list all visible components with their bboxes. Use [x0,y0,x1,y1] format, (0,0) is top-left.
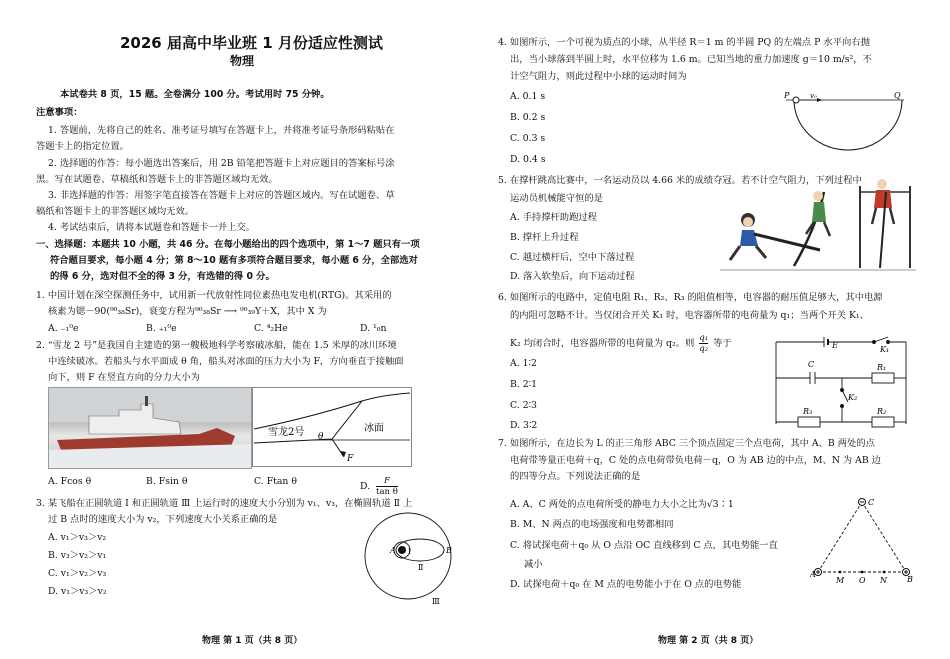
option-c: C. 0.3 s [510,133,546,144]
exam-subject: 物理 [230,54,255,68]
label-p: P [784,91,790,100]
exam-title: 2026 届高中毕业班 1 月份适应性测试 [120,34,383,52]
option-d: D. 试探电荷＋q₀ 在 M 点的电势能小于在 O 点的电势能 [510,579,742,590]
notice-line: 1. 答题前，先将自己的姓名、准考证号填写在答题卡上，并将准考证号条形码粘贴在 [48,125,395,136]
question-4-stem: 计空气阻力，则此过程中小球的运动时间为 [510,71,687,82]
circuit-label-r3: R₃ [803,407,813,416]
orbit-label-2: Ⅱ [418,563,424,572]
fraction [376,476,398,497]
question-4-stem: 4. 如图所示，一个可视为质点的小球，从半径 R＝1 m 的半圆 PQ 的左端点 P 水平向右抛 [498,37,870,48]
option-b: B. v₃＞v₂＞v₁ [48,550,107,561]
question-1-stem: 核素为锶－90(⁹⁰₃₈Sr)，衰变方程为⁹⁰₃₈Sr ⟶ ⁹⁰₃₉Y＋X，其中 X 为 [48,306,327,317]
label-q: Q [894,91,901,100]
option-c: C. Ftan θ [254,476,297,487]
option-d: D. v₁＞v₃＞v₂ [48,586,107,597]
label-b: B [907,575,913,584]
question-2-stem: 2. “雪龙 2 号”是我国自主建造的第一艘极地科学考察破冰船，能在 1.5 米厚的冰川环境 [36,340,397,351]
option-a: A. ₋₁⁰e [48,323,79,334]
option-d [360,476,398,497]
ratio-denominator: q₂ [699,344,709,354]
circuit-label-c: C [808,360,815,369]
option-a: A. 0.1 s [510,91,546,102]
option-d: D. ¹₀n [360,323,387,334]
semicircle-diagram [782,90,912,154]
page-footer-left: 物理 第 1 页（共 8 页） [202,636,303,646]
notice-title: 注意事项： [36,107,83,118]
option-d: D. 落入软垫后，向下运动过程 [510,271,635,282]
option-b: B. Fsin θ [146,476,188,487]
orbit-diagram [362,510,458,606]
option-c-continued: 减小 [524,559,543,570]
diagram-label-ship: 雪龙2号 [268,427,305,438]
circuit-label-k2: K₂ [848,393,858,402]
circuit-diagram [770,334,912,434]
diagram-label-theta: θ [318,432,324,442]
question-1-stem: 1. 中国计划在深空探测任务中，试用新一代放射性同位素热电发电机(RTG)。其采用的 [36,290,392,301]
question-6-stem: 的内阻可忽略不计。当仅闭合开关 K₁ 时，电容器所带的电荷量为 q₁；当两个开关 K₁、 [510,310,869,321]
option-c: C. 将试探电荷＋q₀ 从 O 点沿 OC 直线移到 C 点，其电势能一直 [510,540,778,551]
label-o: O [859,576,866,585]
option-c: C. ⁴₂He [254,323,288,334]
fraction-numerator: F [376,476,398,487]
orbit-label-a: A [390,546,396,555]
question-3-stem: 3. 某飞船在正圆轨道 Ⅰ 和正圆轨道 Ⅲ 上运行时的速度大小分别为 v₁、v₃，在椭圆轨道 Ⅱ 上 [36,498,413,509]
option-b: B. 0.2 s [510,112,546,123]
question-2-stem: 向下，则 F 在竖直方向的分力大小为 [48,372,200,383]
circuit-label-k1: K₁ [880,345,890,354]
notice-line: 3. 非选择题的作答：用签字笔直接答在答题卡上对应的答题区域内。写在试题卷、草 [48,190,395,201]
circuit-label-e: E [832,341,838,350]
question-7-stem: 7. 如图所示，在边长为 L 的正三角形 ABC 三个顶点固定三个点电荷，其中 A、B 两处的点 [498,438,875,449]
option-a: A. v₁＞v₃＞v₂ [48,532,107,543]
option-c: C. 越过横杆后，空中下落过程 [510,252,635,263]
option-d: D. 0.4 s [510,154,546,165]
question-7-stem: 的四等分点。下列说法正确的是 [510,471,641,482]
question-5-stem: 运动员机械能守恒的是 [510,193,603,204]
diagram-label-ice: 冰面 [364,423,384,434]
option-c: C. 2∶3 [510,400,537,411]
ratio-numerator: q₁ [699,333,709,343]
option-b: B. ₊₁⁰e [146,323,177,334]
option-b: B. M、N 两点的电场强度和电势都相同 [510,519,674,530]
notice-line: 4. 考试结束后，请将本试题卷和答题卡一并上交。 [48,222,256,233]
question-4-stem: 出，当小球落到半圆上时，水平位移为 1.6 m。已知当地的重力加速度 g＝10 m/s²，不 [510,54,872,65]
option-a: A. 手持撑杆助跑过程 [510,212,597,223]
option-b: B. 撑杆上升过程 [510,232,579,243]
force-diagram [252,387,412,467]
question-7-stem: 电荷带等量正电荷＋q，C 处的点电荷带负电荷－q，O 为 AB 边的中点，M、N 为 AB 边 [510,455,881,466]
question-6-stem: 6. 如图所示的电路中，定值电阻 R₁、R₂、R₃ 的阻值相等，电容器的耐压值足够大，其中电源 [498,292,883,303]
diagram-label-force: F [347,454,354,464]
icebreaker-photo [48,387,252,469]
exam-info: 本试卷共 8 页，15 题。全卷满分 100 分。考试用时 75 分钟。 [60,89,330,100]
option-d: D. 3∶2 [510,420,538,431]
label-c: C [868,498,875,507]
ratio-suffix: 等于 [713,338,732,349]
notice-line: 2. 选择题的作答：每小题选出答案后，用 2B 铅笔把答题卡上对应题目的答案标号涂 [48,158,395,169]
fraction-denominator: tan θ [376,487,398,497]
orbit-label-3: Ⅲ [432,597,440,606]
option-b: B. 2∶1 [510,379,537,390]
triangle-charge-diagram [810,492,914,586]
label-m: M [836,576,845,585]
notice-line: 黑。写在试题卷、草稿纸和答题卡上的非答题区域均无效。 [36,174,278,185]
question-5-stem: 5. 在撑杆跳高比赛中，一名运动员以 4.66 米的成绩夺冠。若不计空气阻力，下列过程中 [498,175,862,186]
ratio-fraction [699,333,708,354]
page-footer-right: 物理 第 2 页（共 8 页） [658,636,759,646]
question-6-text: K₂ 均闭合时，电容器所带的电荷量为 q₂。则 [510,338,695,349]
option-a: A. Fcos θ [48,476,92,487]
option-c: C. v₁＞v₂＞v₃ [48,568,107,579]
option-d-prefix: D. [360,481,371,492]
circuit-label-r1: R₁ [877,363,887,372]
question-6-stem [510,333,732,354]
section-heading: 一、选择题：本题共 10 小题，共 46 分。在每小题给出的四个选项中，第 1～7 题只有一项 [36,239,420,250]
section-heading: 的得 6 分，选对但不全的得 3 分，有选错的得 0 分。 [50,271,275,282]
notice-line: 稿纸和答题卡上的非答题区域均无效。 [36,206,195,217]
orbit-label-b: B [446,546,452,555]
notice-line: 答题卡上的指定位置。 [36,141,129,152]
icebreaker-ship-icon [49,388,251,468]
option-a: A. A、C 两处的点电荷所受的静电力大小之比为√3∶1 [510,499,734,510]
label-a: A [810,570,816,579]
question-2-stem: 中连续破冰。若船头与水平面成 θ 角，船头对冰面的压力大小为 F，方向垂直于接触面 [48,356,404,367]
label-v0: v₀ [810,92,817,100]
question-3-stem: 过 B 点时的速度大小为 v₂，下列速度大小关系正确的是 [48,514,278,525]
orbit-label-1: Ⅰ [408,548,411,556]
pole-vault-illustration [720,178,916,274]
option-a: A. 1∶2 [510,358,537,369]
label-n: N [880,576,887,585]
section-heading: 符合题目要求，每小题 4 分；第 8～10 题有多项符合题目要求，每小题 6 分，全部选对 [50,255,418,266]
circuit-label-r2: R₂ [877,407,887,416]
